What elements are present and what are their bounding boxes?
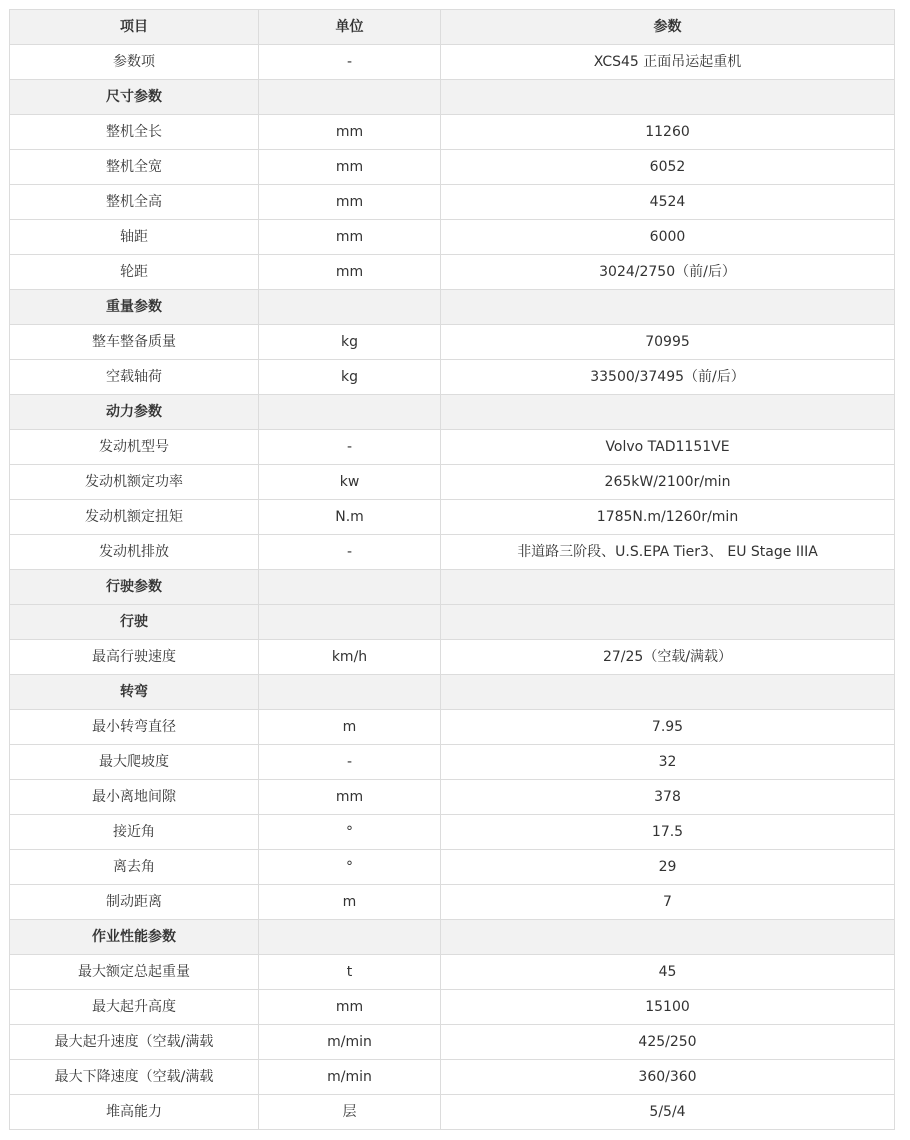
cell-unit bbox=[259, 675, 441, 710]
cell-unit: m/min bbox=[259, 1025, 441, 1060]
table-row bbox=[10, 45, 895, 80]
table-row bbox=[10, 325, 895, 360]
cell-unit bbox=[259, 920, 441, 955]
table-row bbox=[10, 780, 895, 815]
cell-item: 行驶 bbox=[10, 605, 259, 640]
cell-item: 作业性能参数 bbox=[10, 920, 259, 955]
cell-unit bbox=[259, 605, 441, 640]
table-row bbox=[10, 745, 895, 780]
table-row bbox=[10, 150, 895, 185]
cell-unit: kg bbox=[259, 360, 441, 395]
cell-unit: 层 bbox=[259, 1095, 441, 1130]
cell-unit: mm bbox=[259, 990, 441, 1025]
cell-value: 1785N.m/1260r/min bbox=[441, 500, 895, 535]
table-row bbox=[10, 360, 895, 395]
cell-unit: ° bbox=[259, 850, 441, 885]
cell-value: 4524 bbox=[441, 185, 895, 220]
cell-value: 32 bbox=[441, 745, 895, 780]
cell-unit: - bbox=[259, 430, 441, 465]
cell-unit bbox=[259, 80, 441, 115]
cell-unit: mm bbox=[259, 150, 441, 185]
cell-value bbox=[441, 395, 895, 430]
cell-item: 动力参数 bbox=[10, 395, 259, 430]
cell-item: 发动机型号 bbox=[10, 430, 259, 465]
cell-value bbox=[441, 290, 895, 325]
spec-table bbox=[9, 9, 895, 1130]
cell-value bbox=[441, 80, 895, 115]
cell-item: 行驶参数 bbox=[10, 570, 259, 605]
cell-unit bbox=[259, 290, 441, 325]
section-row bbox=[10, 675, 895, 710]
cell-value: 29 bbox=[441, 850, 895, 885]
cell-value bbox=[441, 570, 895, 605]
cell-item: 最大起升速度（空载/满载 bbox=[10, 1025, 259, 1060]
cell-value bbox=[441, 675, 895, 710]
cell-item: 最大爬坡度 bbox=[10, 745, 259, 780]
cell-item: 发动机排放 bbox=[10, 535, 259, 570]
cell-value: 33500/37495（前/后） bbox=[441, 360, 895, 395]
cell-unit: N.m bbox=[259, 500, 441, 535]
cell-item: 空载轴荷 bbox=[10, 360, 259, 395]
table-row bbox=[10, 185, 895, 220]
cell-item: 参数项 bbox=[10, 45, 259, 80]
cell-item: 最小转弯直径 bbox=[10, 710, 259, 745]
header-unit: 单位 bbox=[259, 10, 441, 45]
cell-item: 发动机额定功率 bbox=[10, 465, 259, 500]
cell-unit: mm bbox=[259, 185, 441, 220]
cell-item: 接近角 bbox=[10, 815, 259, 850]
cell-value: 6052 bbox=[441, 150, 895, 185]
cell-value: 45 bbox=[441, 955, 895, 990]
cell-unit: mm bbox=[259, 780, 441, 815]
cell-value: 非道路三阶段、U.S.EPA Tier3、 EU Stage IIIA bbox=[441, 535, 895, 570]
table-row bbox=[10, 220, 895, 255]
cell-item: 最小离地间隙 bbox=[10, 780, 259, 815]
header-item: 项目 bbox=[10, 10, 259, 45]
cell-unit: kg bbox=[259, 325, 441, 360]
cell-item: 最大下降速度（空载/满载 bbox=[10, 1060, 259, 1095]
table-row bbox=[10, 640, 895, 675]
cell-item: 整车整备质量 bbox=[10, 325, 259, 360]
cell-item: 发动机额定扭矩 bbox=[10, 500, 259, 535]
section-row bbox=[10, 290, 895, 325]
cell-item: 最高行驶速度 bbox=[10, 640, 259, 675]
cell-unit: ° bbox=[259, 815, 441, 850]
cell-value: 7.95 bbox=[441, 710, 895, 745]
cell-unit: mm bbox=[259, 115, 441, 150]
table-row bbox=[10, 500, 895, 535]
cell-item: 整机全高 bbox=[10, 185, 259, 220]
cell-value bbox=[441, 920, 895, 955]
cell-unit: - bbox=[259, 535, 441, 570]
table-row bbox=[10, 815, 895, 850]
cell-unit: m bbox=[259, 710, 441, 745]
table-row bbox=[10, 990, 895, 1025]
section-row bbox=[10, 395, 895, 430]
section-row bbox=[10, 570, 895, 605]
table-row bbox=[10, 115, 895, 150]
cell-item: 制动距离 bbox=[10, 885, 259, 920]
cell-item: 轮距 bbox=[10, 255, 259, 290]
cell-value: 265kW/2100r/min bbox=[441, 465, 895, 500]
cell-value bbox=[441, 605, 895, 640]
table-row bbox=[10, 885, 895, 920]
table-row bbox=[10, 255, 895, 290]
cell-unit: m/min bbox=[259, 1060, 441, 1095]
cell-item: 整机全长 bbox=[10, 115, 259, 150]
cell-value: 3024/2750（前/后） bbox=[441, 255, 895, 290]
table-header-row bbox=[10, 10, 895, 45]
cell-item: 尺寸参数 bbox=[10, 80, 259, 115]
table-row bbox=[10, 535, 895, 570]
cell-unit: km/h bbox=[259, 640, 441, 675]
cell-unit bbox=[259, 570, 441, 605]
table-row bbox=[10, 1060, 895, 1095]
cell-item: 整机全宽 bbox=[10, 150, 259, 185]
spec-table-body bbox=[10, 10, 895, 1130]
cell-unit: - bbox=[259, 745, 441, 780]
cell-unit: kw bbox=[259, 465, 441, 500]
table-row bbox=[10, 465, 895, 500]
table-row bbox=[10, 710, 895, 745]
cell-value: 11260 bbox=[441, 115, 895, 150]
table-row bbox=[10, 1095, 895, 1130]
cell-value: 5/5/4 bbox=[441, 1095, 895, 1130]
cell-unit: mm bbox=[259, 255, 441, 290]
cell-value: 6000 bbox=[441, 220, 895, 255]
cell-unit: - bbox=[259, 45, 441, 80]
cell-value: 27/25（空载/满载） bbox=[441, 640, 895, 675]
table-row bbox=[10, 430, 895, 465]
cell-item: 离去角 bbox=[10, 850, 259, 885]
cell-item: 最大起升高度 bbox=[10, 990, 259, 1025]
cell-value: XCS45 正面吊运起重机 bbox=[441, 45, 895, 80]
cell-value: 15100 bbox=[441, 990, 895, 1025]
cell-value: 17.5 bbox=[441, 815, 895, 850]
cell-value: 7 bbox=[441, 885, 895, 920]
cell-unit: m bbox=[259, 885, 441, 920]
cell-value: 425/250 bbox=[441, 1025, 895, 1060]
table-row bbox=[10, 1025, 895, 1060]
cell-value: Volvo TAD1151VE bbox=[441, 430, 895, 465]
cell-value: 360/360 bbox=[441, 1060, 895, 1095]
cell-item: 转弯 bbox=[10, 675, 259, 710]
cell-value: 378 bbox=[441, 780, 895, 815]
header-value: 参数 bbox=[441, 10, 895, 45]
cell-unit: t bbox=[259, 955, 441, 990]
cell-unit: mm bbox=[259, 220, 441, 255]
cell-item: 轴距 bbox=[10, 220, 259, 255]
section-row bbox=[10, 605, 895, 640]
cell-item: 堆高能力 bbox=[10, 1095, 259, 1130]
cell-unit bbox=[259, 395, 441, 430]
table-row bbox=[10, 955, 895, 990]
cell-item: 最大额定总起重量 bbox=[10, 955, 259, 990]
spec-table-container bbox=[9, 9, 895, 1130]
section-row bbox=[10, 920, 895, 955]
table-row bbox=[10, 850, 895, 885]
cell-item: 重量参数 bbox=[10, 290, 259, 325]
cell-value: 70995 bbox=[441, 325, 895, 360]
section-row bbox=[10, 80, 895, 115]
